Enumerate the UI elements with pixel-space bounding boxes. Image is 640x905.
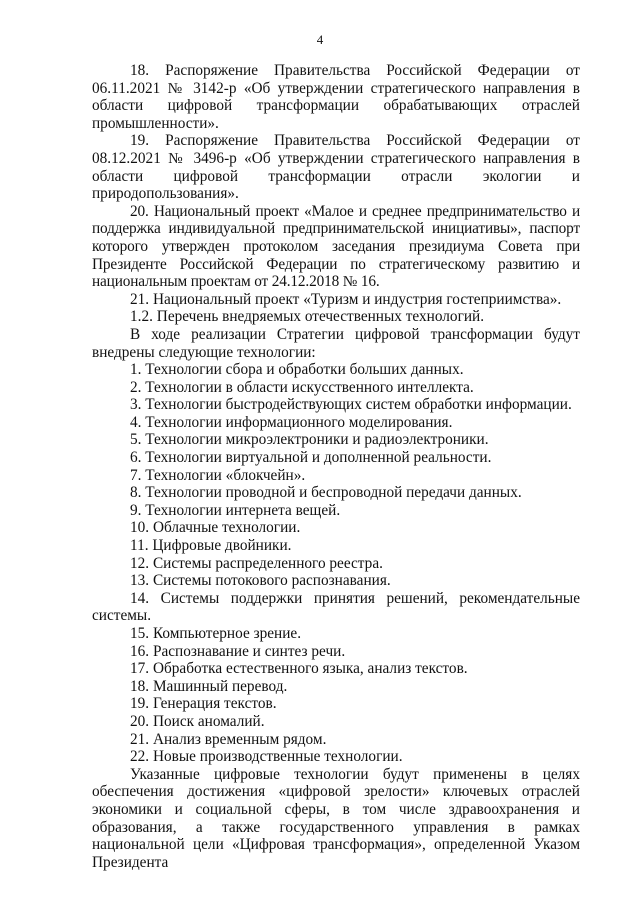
section-heading-1-2: 1.2. Перечень внедряемых отечественных технологий. (130, 308, 485, 326)
technology-item-8: 8. Технологии проводной и беспроводной передачи данных. (130, 484, 522, 502)
technology-item-12: 12. Системы распределенного реестра. (130, 554, 383, 572)
page-number: 4 (316, 32, 324, 47)
technology-item-5: 5. Технологии микроэлектроники и радиоэлектроники. (130, 431, 489, 449)
technology-item-22: 22. Новые производственные технологии. (130, 748, 403, 766)
technology-item-4: 4. Технологии информационного моделирования. (130, 413, 453, 431)
technology-item-13: 13. Системы потокового распознавания. (130, 572, 391, 590)
document-body (92, 62, 580, 871)
paragraph-item-20: 20. Национальный проект «Малое и среднее предпринимательство и поддержка индивидуальной предпринимательской инициативы», паспорт которого утвержден протоколом заседания президиума Совета при Президенте Российской Федерации по стратегическому развитию и национальным проектам от 24.12.2018 № 16. (92, 202, 580, 291)
paragraph-item-19: 19. Распоряжение Правительства Российской Федерации от 08.12.2021 № 3496-р «Об утверждении стратегического направления в области цифровой трансформации отрасли экологии и природопользования». (92, 132, 580, 203)
technology-item-19: 19. Генерация текстов. (130, 695, 277, 713)
technology-item-11: 11. Цифровые двойники. (130, 537, 292, 555)
technologies-intro: В ходе реализации Стратегии цифровой трансформации будут внедрены следующие технологии: (92, 325, 580, 361)
technology-item-21: 21. Анализ временным рядом. (130, 730, 327, 748)
technology-item-18: 18. Машинный перевод. (130, 677, 288, 695)
closing-paragraph: Указанные цифровые технологии будут применены в целях обеспечения достижения «цифровой зрелости» ключевых отраслей экономики и социальной сферы, в том числе здравоохранения и образования, а также государственного управления в рамках национальной цели «Цифровая трансформация», определенной Указом Президента (92, 765, 580, 871)
technology-item-1: 1. Технологии сбора и обработки больших данных. (130, 361, 464, 379)
technology-item-16: 16. Распознавание и синтез речи. (130, 642, 346, 660)
technology-item-10: 10. Облачные технологии. (130, 519, 301, 537)
paragraph-item-18: 18. Распоряжение Правительства Российской Федерации от 06.11.2021 № 3142-р «Об утверждении стратегического направления в области цифровой трансформации обрабатывающих отраслей промышленности». (92, 62, 580, 132)
technology-item-15: 15. Компьютерное зрение. (130, 625, 302, 642)
technology-item-2: 2. Технологии в области искусственного интеллекта. (130, 378, 474, 396)
technology-item-7: 7. Технологии «блокчейн». (130, 466, 306, 484)
technology-item-9: 9. Технологии интернета вещей. (130, 501, 341, 519)
technology-item-17: 17. Обработка естественного языка, анализ текстов. (130, 660, 468, 678)
technology-item-14: 14. Системы поддержки принятия решений, рекомендательные системы. (92, 589, 580, 625)
technology-item-3: 3. Технологии быстродействующих систем обработки информации. (130, 396, 572, 414)
technology-item-20: 20. Поиск аномалий. (130, 712, 265, 730)
paragraph-item-21: 21. Национальный проект «Туризм и индустрия гостеприимства». (130, 290, 562, 308)
technology-item-6: 6. Технологии виртуальной и дополненной реальности. (130, 449, 492, 467)
